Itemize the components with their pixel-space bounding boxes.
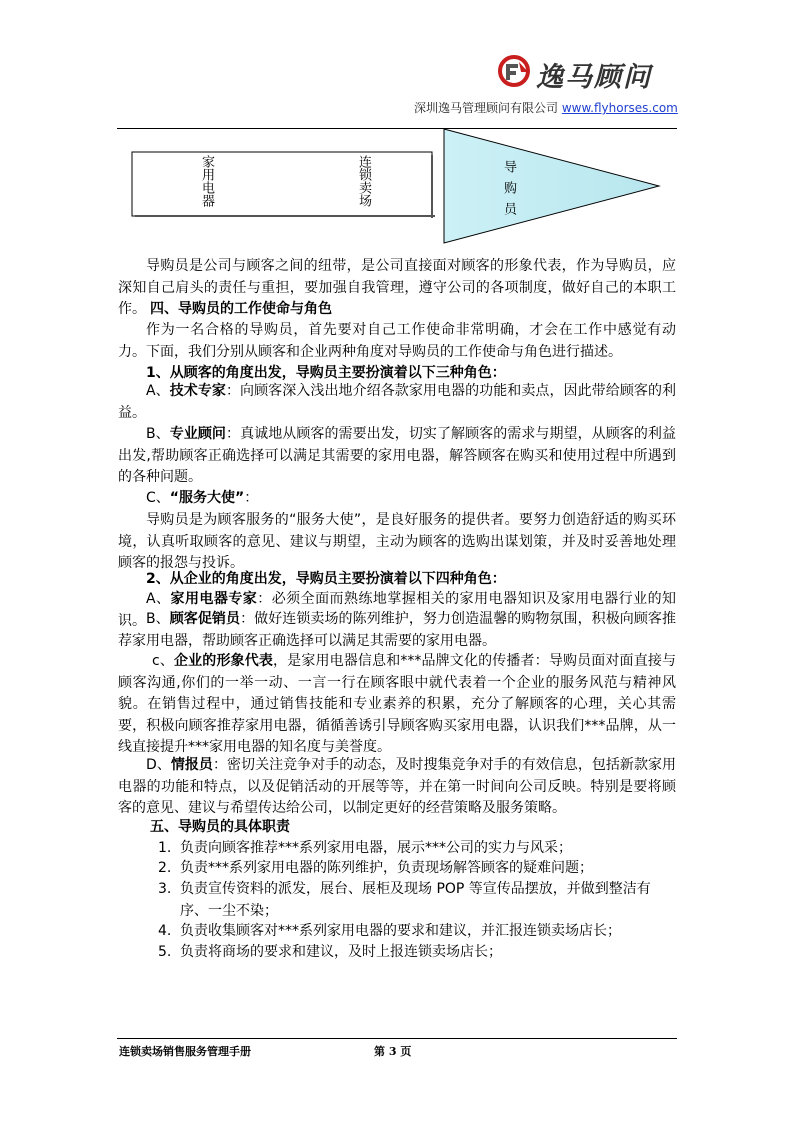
role-title: 顾客促销员 <box>169 611 241 627</box>
role-prefix: D、 <box>146 757 171 773</box>
role-text: ：密切关注竞争对手的动态，及时搜集竞争对手的有效信息，包括新款家用电器的功能和特点，以及促销活动的开展等等，并在第一时间向公司反映。特别是要将顾客的意见、建议与希望传达给公司，以制定更好的经营策略及服务策略。 <box>118 757 677 816</box>
role-prefix: A、 <box>146 591 171 607</box>
duty-text: 负责将商场的要求和建议，及时上报连锁卖场店长； <box>180 944 502 960</box>
duty-item <box>158 921 676 943</box>
heading-customer-roles: 1、从顾客的角度出发，导购员主要扮演着以下三种角色： <box>146 365 506 381</box>
role-prefix: C、 <box>146 490 170 506</box>
diagram-arrow-salesperson <box>444 129 659 243</box>
duty-text: 负责向顾客推荐***系列家用电器，展示***公司的实力与风采； <box>180 840 572 856</box>
duty-number: 3. <box>158 881 172 897</box>
role-colon: ： <box>244 490 259 506</box>
logo-text: 逸马顾问 <box>536 62 652 93</box>
footer-rule <box>117 1038 677 1039</box>
duty-number: 5. <box>158 944 172 960</box>
duty-item <box>158 838 676 860</box>
company-name: 深圳逸马管理顾问有限公司 <box>414 101 559 115</box>
role-text: ：向顾客深入浅出地介绍各款家用电器的功能和卖点，因此带给顾客的利益。 <box>118 383 677 421</box>
role-title: 技术专家 <box>169 383 226 399</box>
role-intelligence <box>118 755 676 820</box>
duty-item <box>158 942 676 964</box>
duty-text: 负责宣传资料的派发，展台、展柜及现场 POP 等宣传品摆放，并做到整洁有序、一尘不染； <box>180 881 651 919</box>
paragraph-mission: 作为一名合格的导购员，首先要对自己工作使命非常明确，才会在工作中感觉有动力。下面，我们分别从顾客和企业两种角度对导购员的工作使命与角色进行描述。 <box>118 322 676 360</box>
role-tech-expert <box>118 381 676 424</box>
duty-number: 4. <box>158 923 172 939</box>
logo-mark-icon <box>497 54 531 88</box>
duty-item <box>158 879 670 922</box>
role-title: 情报员 <box>170 757 213 773</box>
role-text: ：真诚地从顾客的需要出发，切实了解顾客的需求与期望，从顾客的利益出发,帮助顾客正确选择可以满足其需要的家用电器，解答顾客在购买和使用过程中所遇到的各种问题。 <box>118 426 677 485</box>
role-title: 专业顾问 <box>169 426 226 442</box>
heading-section-5: 五、导购员的具体职责 <box>150 819 290 835</box>
role-title: “服务大使” <box>169 490 245 506</box>
role-prefix: c、 <box>152 653 174 669</box>
heading-enterprise-roles: 2、从企业的角度出发，导购员主要扮演着以下四种角色： <box>146 571 506 587</box>
footer-page-number <box>374 1043 411 1059</box>
role-text: ：必须全面而熟练地掌握相关的家用电器知识及家用电器行业的知识。 <box>118 591 677 629</box>
logo <box>497 54 531 88</box>
website-link[interactable]: www.flyhorses.com <box>561 101 678 115</box>
duty-number: 1. <box>158 840 172 856</box>
duty-text: 负责收集顾客对***系列家用电器的要求和建议，并汇报连锁卖场店长； <box>180 923 621 939</box>
role-text: ：做好连锁卖场的陈列维护，努力创造温馨的购物氛围，积极向顾客推荐家用电器，帮助顾客正确选择可以满足其需要的家用电器。 <box>118 611 676 649</box>
role-prefix: B、 <box>146 611 170 627</box>
company-line <box>414 99 678 116</box>
paragraph-intro: 导购员是公司与顾客之间的纽带，是公司直接面对顾客的形象代表，作为导购员，应深知自己肩头的责任与重担，要加强自我管理，遵守公司的各项制度，做好自己的本职工作。 <box>118 258 676 317</box>
role-brand-image <box>118 651 676 759</box>
duty-item <box>158 858 676 880</box>
page-suffix: 页 <box>400 1045 412 1058</box>
role-ambassador-text: 导购员是为顾客服务的“服务大使”，是良好服务的提供者。要努力创造舒适的购买环境，认真听取顾客的意见、建议与期望，主动为顾客的选购出谋划策，并及时妥善地处理顾客的报怨与投诉。 <box>118 512 676 571</box>
page-number: 3 <box>388 1045 397 1058</box>
role-title: 家用电器专家 <box>170 591 258 607</box>
page-prefix: 第 <box>374 1045 385 1058</box>
role-ambassador-heading <box>118 488 676 510</box>
diagram-label-appliances: 家用电器 <box>199 155 214 207</box>
role-promoter <box>118 609 676 652</box>
duty-number: 2. <box>158 860 172 876</box>
diagram-label-salesperson: 导购员 <box>501 160 516 223</box>
heading-section-4: 四、导购员的工作使命与角色 <box>150 301 332 317</box>
footer-manual-title: 连锁卖场销售服务管理手册 <box>119 1045 251 1058</box>
role-title: 企业的形象代表 <box>174 653 274 669</box>
role-text: ，是家用电器信息和***品牌文化的传播者：导购员面对面直接与顾客沟通,你们的一举一动、一言一行在顾客眼中就代表着一个企业的服务风范与精神风貌。在销售过程中，通过销售技能和专业素养的积累，充分了解顾客的心理，关心其需要，积极向顾客推荐家用电器，循循善诱引导顾客购买家用电器，认识我们***品牌，从一线直接提升***家用电器的知名度与美誉度。 <box>118 653 677 755</box>
diagram-box-appliances <box>132 152 432 216</box>
role-consultant <box>118 424 676 489</box>
role-prefix: A、 <box>146 383 170 399</box>
diagram-label-chain-store: 连锁卖场 <box>356 155 371 207</box>
role-prefix: B、 <box>146 426 170 442</box>
duty-text: 负责***系列家用电器的陈列维护，负责现场解答顾客的疑难问题； <box>180 860 593 876</box>
